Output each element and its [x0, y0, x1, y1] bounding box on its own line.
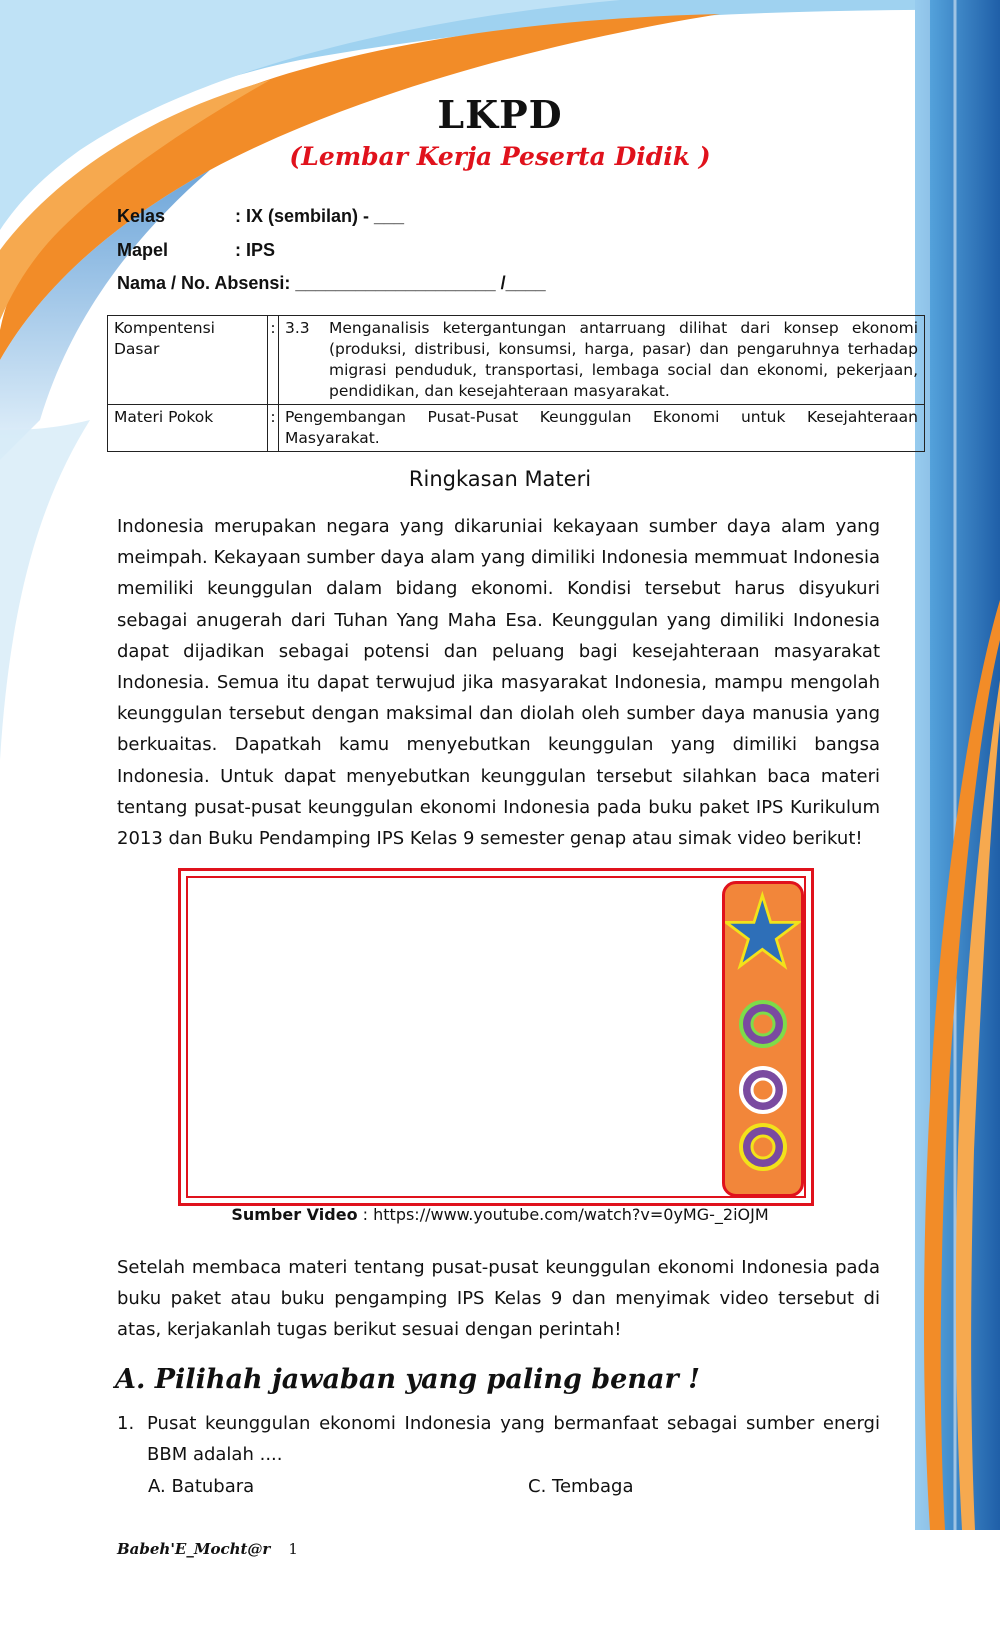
- video-source-url[interactable]: : https://www.youtube.com/watch?v=0yMG-_2iOJM: [357, 1205, 769, 1224]
- video-source-label: Sumber Video: [231, 1205, 358, 1224]
- page-number: 1: [288, 1540, 298, 1558]
- kd-number: 3.3: [285, 319, 310, 337]
- worksheet-title: LKPD: [437, 92, 563, 137]
- kelompok-field[interactable]: Kelompok : ___________: [588, 206, 802, 226]
- page-footer: [117, 1540, 298, 1558]
- nama-label: Nama / No. Absensi: [117, 273, 285, 293]
- mapel-value: : IPS: [235, 240, 276, 260]
- summary-paragraph: Indonesia merupakan negara yang dikaruniai kekayaan sumber daya alam yang meimpah. Kekayaan sumber daya alam yang dimiliki Indonesia memmuat Indonesia memiliki keunggulan dalam bidang ekonomi. Kondisi tersebut harus disyukuri sebagai anugerah dari Tuhan Yang Maha Esa. Keunggulan yang dimiliki Indonesia dapat dijadikan sebagai potensi dan peluang bagi kesejahteraan masyarakat Indonesia. Semua itu dapat terwujud jika masyarakat Indonesia, mampu mengolah keunggulan tersebut dengan maksimal dan diolah oleh sumber daya manusia yang berkuaitas. Dapatkah kamu menyebutkan keunggulan yang dimiliki bangsa Indonesia. Untuk dapat menyebutkan keunggulan tersebut silahkan baca materi tentang pusat-pusat keunggulan ekonomi Indonesia pada buku paket IPS Kurikulum 2013 dan Buku Pendamping IPS Kelas 9 semester genap atau simak video berikut!: [117, 516, 880, 850]
- mapel-label: Mapel: [117, 240, 169, 260]
- mapel-row: [117, 240, 275, 261]
- question-1: [117, 1408, 880, 1470]
- question-number: 1.: [117, 1413, 135, 1434]
- kompetensi-table: [107, 315, 925, 452]
- video-side-panel: [722, 881, 804, 1197]
- materi-text: Pengembangan Pusat-Pusat Keunggulan Ekonomi untuk Kesejahteraan Masyarakat.: [279, 405, 925, 452]
- option-c[interactable]: C. Tembaga: [528, 1476, 634, 1497]
- instruction-paragraph: Setelah membaca materi tentang pusat-pusat keunggulan ekonomi Indonesia pada buku paket atau buku pengamping IPS Kelas 9 dan menyimak video tersebut di atas, kerjakanlah tugas berikut sesuai dengan perintah!: [117, 1257, 880, 1341]
- kd-cell: [279, 316, 925, 405]
- ring-icon: [741, 1068, 785, 1112]
- star-icon: [726, 895, 799, 966]
- kd-colon: :: [268, 316, 279, 405]
- worksheet-subtitle: (Lembar Kerja Peserta Didik ): [289, 142, 711, 171]
- materi-label: Materi Pokok: [108, 405, 268, 452]
- kelas-row: [117, 206, 404, 227]
- ring-icon: [741, 1125, 785, 1169]
- kd-label: Kompentensi Dasar: [108, 316, 268, 405]
- kelas-value[interactable]: : IX (sembilan) - ___: [235, 206, 405, 226]
- summary-title: Ringkasan Materi: [408, 467, 592, 491]
- materi-colon: :: [268, 405, 279, 452]
- kd-row: [108, 316, 925, 405]
- nama-row: [117, 273, 546, 294]
- video-screen[interactable]: [186, 876, 806, 1198]
- question-text: Pusat keunggulan ekonomi Indonesia yang bermanfaat sebagai sumber energi BBM adalah ....: [147, 1413, 880, 1466]
- video-source: [0, 1205, 1000, 1224]
- author-signature: Babeh'E_Mocht@r: [117, 1540, 271, 1558]
- nama-field[interactable]: : ____________________ /____: [284, 273, 546, 293]
- ring-icon: [741, 1002, 785, 1046]
- section-a-heading: A. Pilihah jawaban yang paling benar !: [115, 1364, 700, 1395]
- video-player[interactable]: [178, 868, 814, 1206]
- kelas-label: Kelas: [117, 206, 166, 226]
- side-panel-icons: [725, 884, 801, 1194]
- materi-row: [108, 405, 925, 452]
- option-a[interactable]: A. Batubara: [148, 1476, 255, 1497]
- kd-text: Menganalisis ketergantungan antarruang dilihat dari konsep ekonomi (produksi, distribusi, konsumsi, harga, pasar) dan pengaruhnya terhadap migrasi penduduk, transportasi, lembaga social dan ekonomi, pekerjaan, pendidikan, dan kesejahteraan masyarakat.: [329, 319, 918, 400]
